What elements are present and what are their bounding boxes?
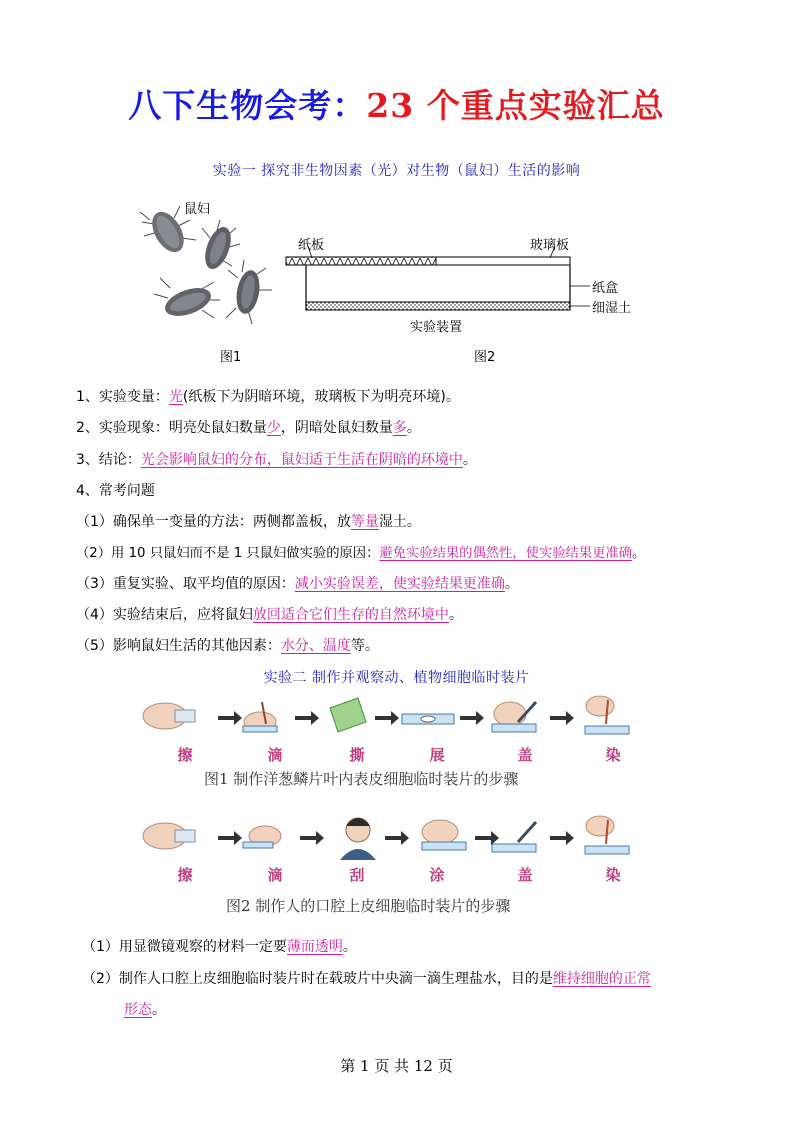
- exp1-item-3: 3、结论：光会影响鼠妇的分布，鼠妇适于生活在阴暗的环境中。: [76, 452, 477, 468]
- page-title: 八下生物会考：23 个重点实验汇总: [128, 86, 665, 125]
- fig2-caption: 图2: [474, 350, 496, 365]
- exp1-item-1: 1、实验变量：光(纸板下为阴暗环境，玻璃板下为明亮环境)。: [76, 389, 460, 405]
- step2-label: 染: [605, 866, 621, 884]
- step2-label: 擦: [177, 866, 193, 884]
- glass-label: 玻璃板: [530, 238, 570, 253]
- exp1-item-6: （2）用 10 只鼠妇而不是 1 只鼠妇做实验的原因：避免实验结果的偶然性，使实验结果更准确。: [76, 546, 646, 561]
- fig1-caption: 图1: [220, 350, 242, 365]
- device-label: 实验装置: [410, 320, 463, 335]
- step1-label: 染: [605, 746, 621, 764]
- step-strip-2: [140, 812, 660, 862]
- step1-label: 擦: [177, 746, 193, 764]
- step1-label: 盖: [517, 746, 533, 764]
- step1-label: 展: [429, 746, 445, 764]
- box-label: 纸盒: [592, 281, 619, 296]
- step2-label: 刮: [349, 866, 365, 884]
- exp1-item-4: 4、常考问题: [76, 483, 155, 499]
- exp2-question-2: （2）制作人口腔上皮细胞临时装片时在载玻片中央滴一滴生理盐水，目的是维持细胞的正常: [82, 971, 651, 987]
- step2-label: 滴: [267, 866, 283, 884]
- exp1-item-5: （1）确保单一变量的方法：两侧都盖板，放等量湿土。: [76, 514, 421, 530]
- exp1-item-8: （4）实验结束后，应将鼠妇放回适合它们生存的自然环境中。: [76, 607, 463, 623]
- exp2-heading: 实验二 制作并观察动、植物细胞临时装片: [263, 670, 530, 686]
- step1-label: 撕: [349, 746, 365, 764]
- exp1-item-7: （3）重复实验、取平均值的原因：减小实验误差，使实验结果更准确。: [76, 576, 519, 592]
- exp1-heading: 实验一 探究非生物因素（光）对生物（鼠妇）生活的影响: [212, 163, 581, 179]
- exp2-question-1: （1）用显微镜观察的材料一定要薄而透明。: [82, 939, 357, 955]
- step-caption-2: 图2 制作人的口腔上皮细胞临时装片的步骤: [226, 897, 511, 915]
- step-caption-1: 图1 制作洋葱鳞片叶内表皮细胞临时装片的步骤: [204, 770, 519, 788]
- woodlouse-label: 鼠妇: [184, 202, 211, 217]
- cardboard-label: 纸板: [298, 238, 325, 253]
- page-footer: 第 1 页 共 12 页: [340, 1057, 453, 1075]
- step1-label: 滴: [267, 746, 283, 764]
- exp1-item-9: （5）影响鼠妇生活的其他因素：水分、温度等。: [76, 638, 379, 654]
- soil-label: 细湿土: [592, 301, 632, 316]
- exp1-item-2: 2、实验现象：明亮处鼠妇数量少，阴暗处鼠妇数量多。: [76, 420, 421, 436]
- step-strip-1: [140, 692, 660, 742]
- exp2-question-2-cont: 形态。: [124, 1002, 166, 1018]
- step2-label: 涂: [429, 866, 445, 884]
- step2-label: 盖: [517, 866, 533, 884]
